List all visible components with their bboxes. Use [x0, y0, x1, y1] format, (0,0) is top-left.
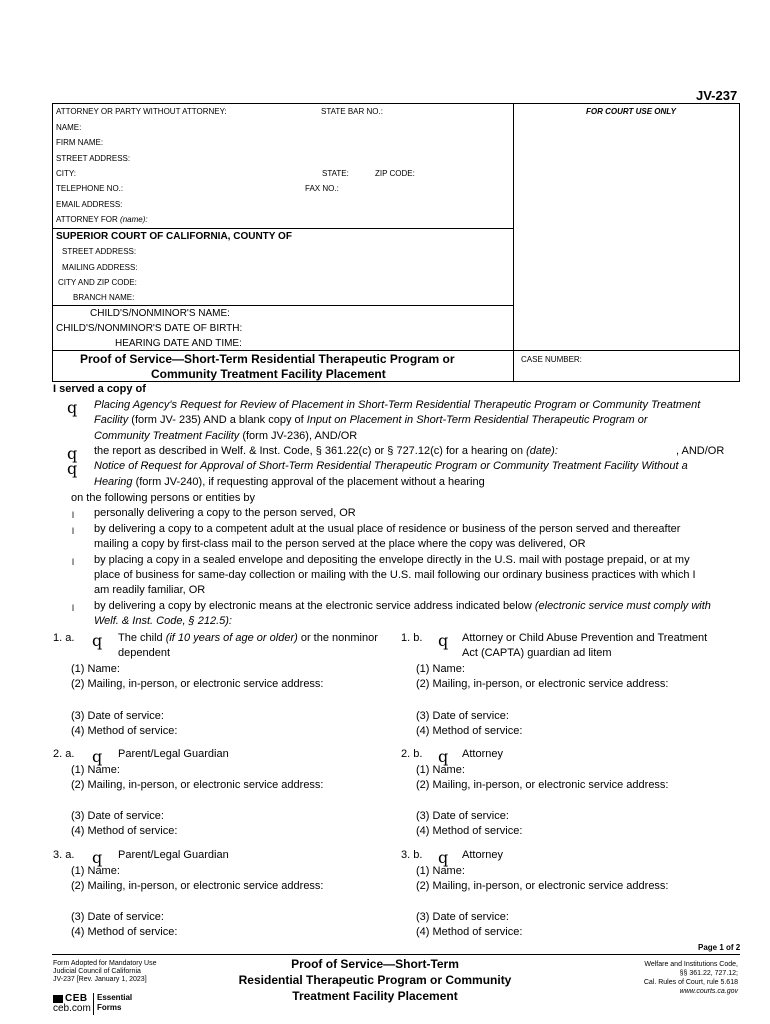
checkbox-notice[interactable]: q [67, 459, 78, 478]
court-mailing-label: MAILING ADDRESS: [62, 263, 138, 272]
caption-divider [513, 103, 514, 382]
footer-title: Proof of Service—Short-Term Residential Therapeutic Program or Community Treatment Facility Placement [238, 957, 512, 1003]
child-name-label: CHILD'S/NONMINOR'S NAME: [90, 308, 230, 319]
attorney-label: ATTORNEY OR PARTY WITHOUT ATTORNEY: [56, 107, 227, 116]
case-number-label: CASE NUMBER: [521, 355, 582, 364]
section-3b-address: (2) Mailing, in-person, or electronic service address: [416, 880, 669, 892]
hearing-label: HEARING DATE AND TIME: [115, 338, 242, 349]
name-label: NAME: [56, 123, 82, 132]
attorney-section-divider [52, 228, 513, 229]
section-1a-name: (1) Name: [71, 663, 120, 675]
checkbox-attorney-3b[interactable]: q [438, 848, 449, 867]
section-2a-method: (4) Method of service: [71, 825, 178, 837]
section-1b-date: (3) Date of service: [416, 710, 509, 722]
checkbox-report[interactable]: q [67, 444, 78, 463]
page-number: Page 1 of 2 [698, 943, 741, 952]
section-3b-method: (4) Method of service: [416, 926, 523, 938]
court-title: SUPERIOR COURT OF CALIFORNIA, COUNTY OF [56, 231, 292, 242]
item3-line2: Hearing (form JV-240), if requesting approval of the placement without a hearing [94, 476, 485, 488]
section-3b-number: 3. b. [401, 849, 423, 861]
form-title-line2: Community Treatment Facility Placement [151, 367, 386, 381]
court-city-zip-label: CITY AND ZIP CODE: [58, 278, 137, 287]
section-2b-method: (4) Method of service: [416, 825, 523, 837]
form-title-line1: Proof of Service—Short-Term Residential Therapeutic Program or [80, 352, 455, 366]
section-2b-date: (3) Date of service: [416, 810, 509, 822]
section-1a-number: 1. a. [53, 632, 75, 644]
checkbox-attorney-2b[interactable]: q [438, 747, 449, 766]
fax-label: FAX NO.: [305, 184, 339, 193]
court-branch-label: BRANCH NAME: [73, 293, 135, 302]
item2-line: the report as described in Welf. & Inst. Code, § 361.22(c) or § 727.12(c) for a hearing on (date): [94, 445, 558, 457]
footer-adopted: Form Adopted for Mandatory Use Judicial Council of California JV-237 [Rev. January 1, 2023] [53, 960, 157, 983]
section-3a-method: (4) Method of service: [71, 926, 178, 938]
form-number: JV-237 [696, 88, 738, 103]
ceb-logo-mark-icon [53, 995, 63, 1003]
checkbox-attorney-capta[interactable]: q [438, 631, 449, 650]
state-bar-label: STATE BAR NO.: [321, 107, 383, 116]
checkbox-parent-3a[interactable]: q [92, 848, 103, 867]
section-3b-date: (3) Date of service: [416, 911, 509, 923]
method-electronic-line2: Welf. & Inst. Code, § 212.5): [94, 615, 232, 627]
section-3a-number: 3. a. [53, 849, 75, 861]
method-electronic-line1: by delivering a copy by electronic means at the electronic service address indicated below (electronic service must comply with [94, 600, 711, 612]
street-address-label: STREET ADDRESS: [56, 154, 131, 163]
bullet-substitute: l [72, 526, 74, 536]
method-mail-line2: place of business for same-day collection or mailing with the U.S. mail following our ordinary business practices with which I [94, 569, 696, 581]
method-personal: personally delivering a copy to the person served, OR [94, 507, 356, 519]
section-1a-date: (3) Date of service: [71, 710, 164, 722]
section-2a-number: 2. a. [53, 748, 75, 760]
section-1b-line2: Act (CAPTA) guardian ad litem [462, 647, 612, 659]
section-3a-date: (3) Date of service: [71, 911, 164, 923]
section-1a-method: (4) Method of service: [71, 725, 178, 737]
method-mail-line3: am readily familiar, OR [94, 584, 206, 596]
firm-name-label: FIRM NAME: [56, 138, 104, 147]
ceb-logo-text: CEB [65, 993, 88, 1004]
section-2a-name: (1) Name: [71, 764, 120, 776]
section-1b-address: (2) Mailing, in-person, or electronic service address: [416, 678, 669, 690]
section-1a-line1: The child (if 10 years of age or older) or the nonminor [118, 632, 378, 644]
email-label: EMAIL ADDRESS: [56, 200, 123, 209]
item1-line3: Community Treatment Facility (form JV-236), AND/OR [94, 430, 358, 442]
checkbox-placing-agency[interactable]: q [67, 398, 78, 417]
checkbox-parent-2a[interactable]: q [92, 747, 103, 766]
footer-rule [52, 954, 740, 955]
method-substitute-line2: mailing a copy by first-class mail to the person served at the place where the copy was delivered, OR [94, 538, 586, 550]
method-mail-line1: by placing a copy in a sealed envelope and depositing the envelope directly in the U.S. mail with postage prepaid, or at my [94, 554, 690, 566]
title-section-divider [52, 350, 740, 351]
section-1a-address: (2) Mailing, in-person, or electronic service address: [71, 678, 324, 690]
section-3b-name: (1) Name: [416, 865, 465, 877]
state-label: STATE: [322, 169, 349, 178]
bullet-personal: l [72, 510, 74, 520]
section-2b-address: (2) Mailing, in-person, or electronic service address: [416, 779, 669, 791]
item1-line2: Facility (form JV- 235) AND a blank copy of Input on Placement in Short-Term Residential Therapeutic Program or [94, 414, 648, 426]
section-2a-label: Parent/Legal Guardian [118, 748, 229, 760]
ceb-logo-essential: Essential [97, 993, 133, 1002]
served-intro: I served a copy of [53, 383, 146, 395]
persons-intro: on the following persons or entities by [71, 492, 256, 504]
method-substitute-line1: by delivering a copy to a competent adult at the usual place of residence or business of the person served and thereafter [94, 523, 681, 535]
court-section-divider [52, 305, 513, 306]
ceb-logo-forms: Forms [97, 1003, 122, 1012]
section-3a-address: (2) Mailing, in-person, or electronic service address: [71, 880, 324, 892]
city-label: CITY: [56, 169, 77, 178]
court-use-label: FOR COURT USE ONLY [586, 107, 676, 116]
section-3a-name: (1) Name: [71, 865, 120, 877]
section-3b-label: Attorney [462, 849, 503, 861]
section-1b-number: 1. b. [401, 632, 423, 644]
section-2b-label: Attorney [462, 748, 503, 760]
section-2a-date: (3) Date of service: [71, 810, 164, 822]
footer-references: Welfare and Institutions Code, §§ 361.22, 727.12; Cal. Rules of Court, rule 5.618 www.courts.ca.gov [643, 961, 738, 995]
item1-line1: Placing Agency's Request for Review of Placement in Short-Term Residential Therapeutic Program or Community Treatment [94, 399, 701, 411]
section-1b-line1: Attorney or Child Abuse Prevention and Treatment [462, 632, 708, 644]
attorney-for-label: ATTORNEY FOR (name): [56, 215, 148, 224]
zip-label: ZIP CODE: [375, 169, 415, 178]
section-1b-name: (1) Name: [416, 663, 465, 675]
item2-end: , AND/OR [676, 445, 725, 457]
child-dob-label: CHILD'S/NONMINOR'S DATE OF BIRTH: [56, 323, 243, 334]
section-2b-number: 2. b. [401, 748, 423, 760]
item3-line1: Notice of Request for Approval of Short-Term Residential Therapeutic Program or Community Treatment Facility Without a [94, 460, 688, 472]
section-3a-label: Parent/Legal Guardian [118, 849, 229, 861]
section-1a-line2: dependent [118, 647, 170, 659]
section-2b-name: (1) Name: [416, 764, 465, 776]
section-1b-method: (4) Method of service: [416, 725, 523, 737]
bullet-mail: l [72, 557, 74, 567]
checkbox-child[interactable]: q [92, 631, 103, 650]
ceb-logo-site: ceb.com [53, 1003, 91, 1014]
telephone-label: TELEPHONE NO.: [56, 184, 124, 193]
ceb-logo-divider [93, 993, 94, 1015]
ceb-logo [53, 994, 143, 1020]
section-2a-address: (2) Mailing, in-person, or electronic service address: [71, 779, 324, 791]
court-street-label: STREET ADDRESS: [62, 247, 137, 256]
bullet-electronic: l [72, 603, 74, 613]
